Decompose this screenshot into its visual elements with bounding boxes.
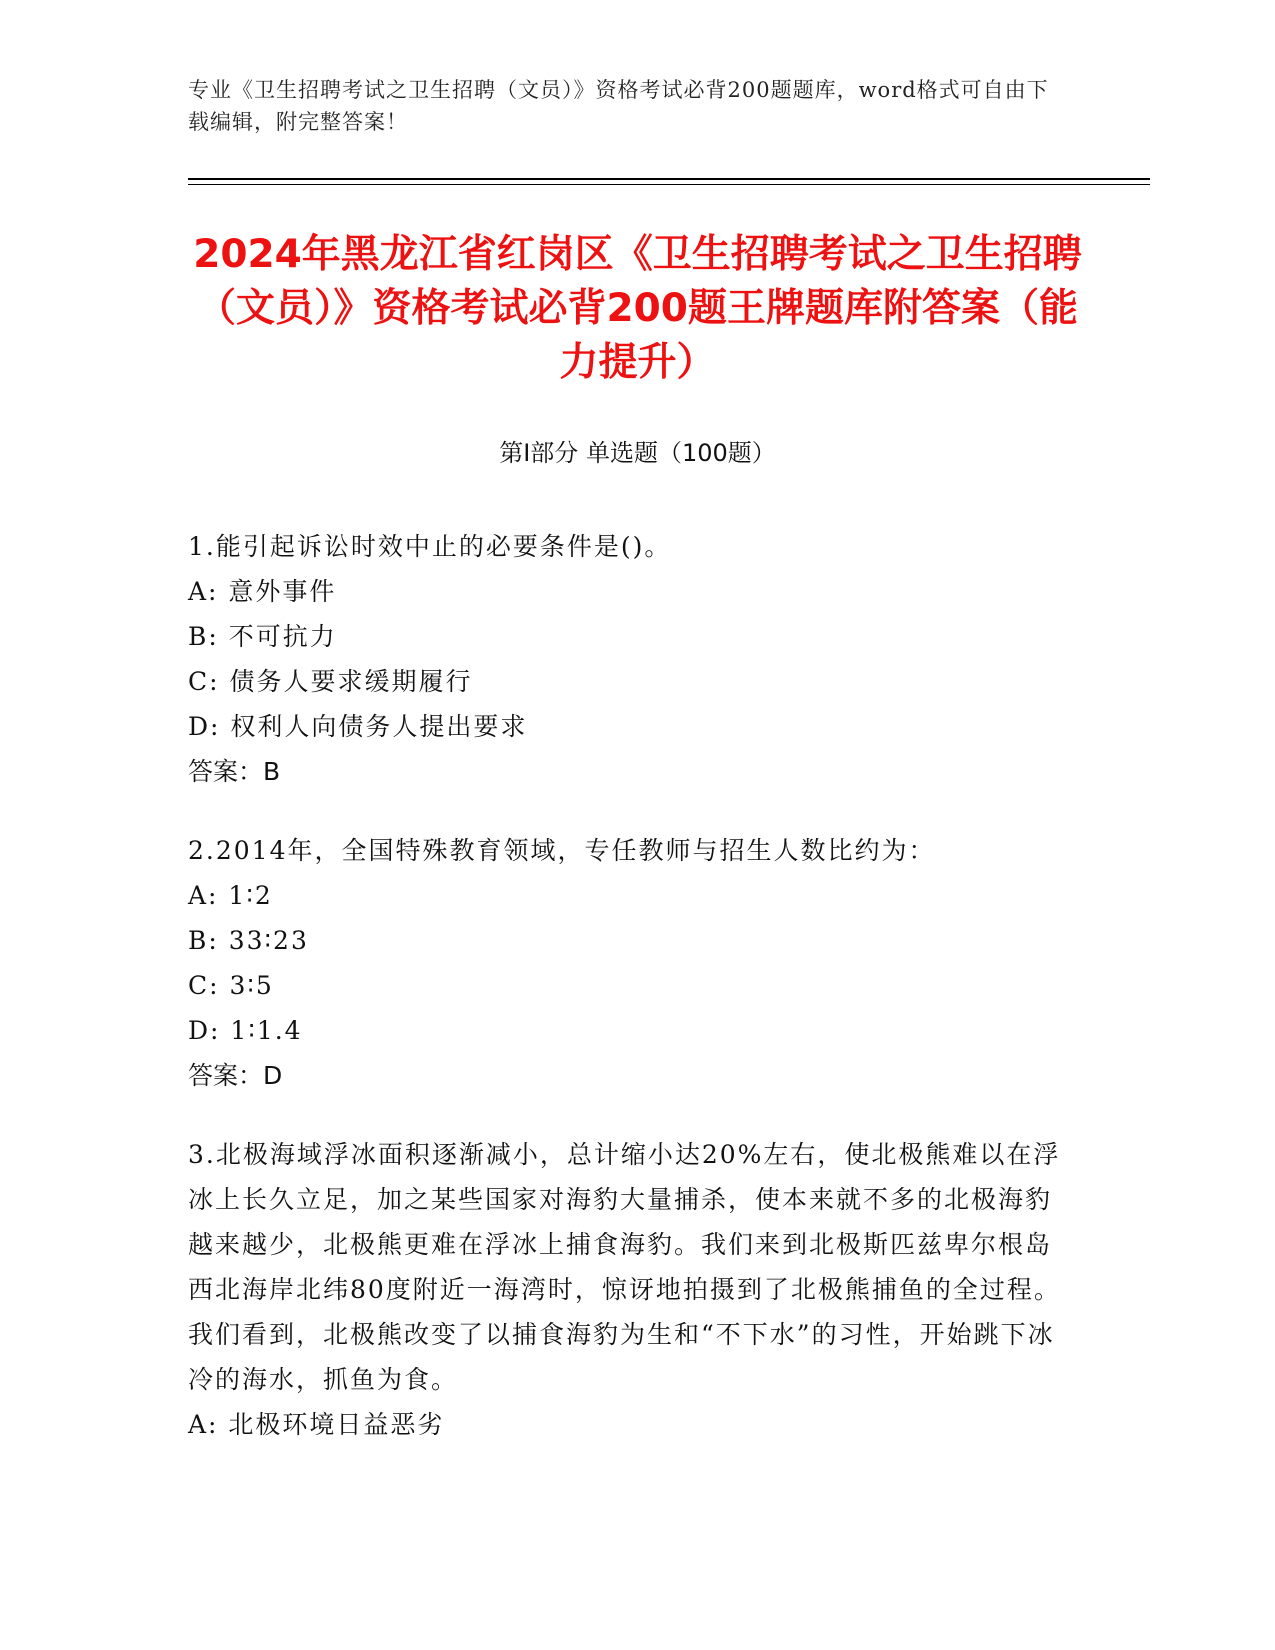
question-3 xyxy=(188,1132,1088,1447)
header-note: 专业《卫生招聘考试之卫生招聘（文员）》资格考试必背200题题库，word格式可自由下载编辑，附完整答案！ xyxy=(188,78,1049,134)
option-b: B: 33∶23 xyxy=(188,926,309,955)
question-1 xyxy=(188,524,1088,794)
option-d: D: 权利人向债务人提出要求 xyxy=(188,712,528,741)
question-stem: 2.2014年，全国特殊教育领域，专任教师与招生人数比约为： xyxy=(188,836,936,865)
option-c: C: 3∶5 xyxy=(188,971,274,1000)
answer: 答案：B xyxy=(188,757,281,786)
option-b: B: 不可抗力 xyxy=(188,622,337,651)
question-stem: 1.能引起诉讼时效中止的必要条件是()。 xyxy=(188,532,672,561)
option-a: A: 北极环境日益恶劣 xyxy=(188,1410,445,1439)
option-d: D: 1∶1.4 xyxy=(188,1016,303,1045)
question-stem: 3.北极海域浮冰面积逐渐减小，总计缩小达20%左右，使北极熊难以在浮冰上长久立足，加之某些国家对海豹大量捕杀，使本来就不多的北极海豹越来越少，北极熊更难在浮冰上捕食海豹。我们来到北极斯匹兹卑尔根岛西北海岸北纬80度附近一海湾时，惊讶地拍摄到了北极熊捕鱼的全过程。我们看到，北极熊改变了以捕食海豹为生和“不下水”的习性，开始跳下冰冷的海水，抓鱼为食。 xyxy=(188,1140,1061,1394)
question-2 xyxy=(188,828,1088,1098)
header-rule-thick xyxy=(188,178,1150,180)
header-rule-thin xyxy=(188,184,1150,185)
option-c: C: 债务人要求缓期履行 xyxy=(188,667,473,696)
section-heading: 第Ⅰ部分 单选题（100题） xyxy=(499,439,776,467)
document-title: 2024年黑龙江省红岗区《卫生招聘考试之卫生招聘（文员）》资格考试必背200题王牌题库附答案（能力提升） xyxy=(193,232,1082,385)
answer: 答案：D xyxy=(188,1061,283,1090)
option-a: A: 1∶2 xyxy=(188,881,273,910)
option-a: A: 意外事件 xyxy=(188,577,337,606)
question-list xyxy=(188,524,1088,1481)
